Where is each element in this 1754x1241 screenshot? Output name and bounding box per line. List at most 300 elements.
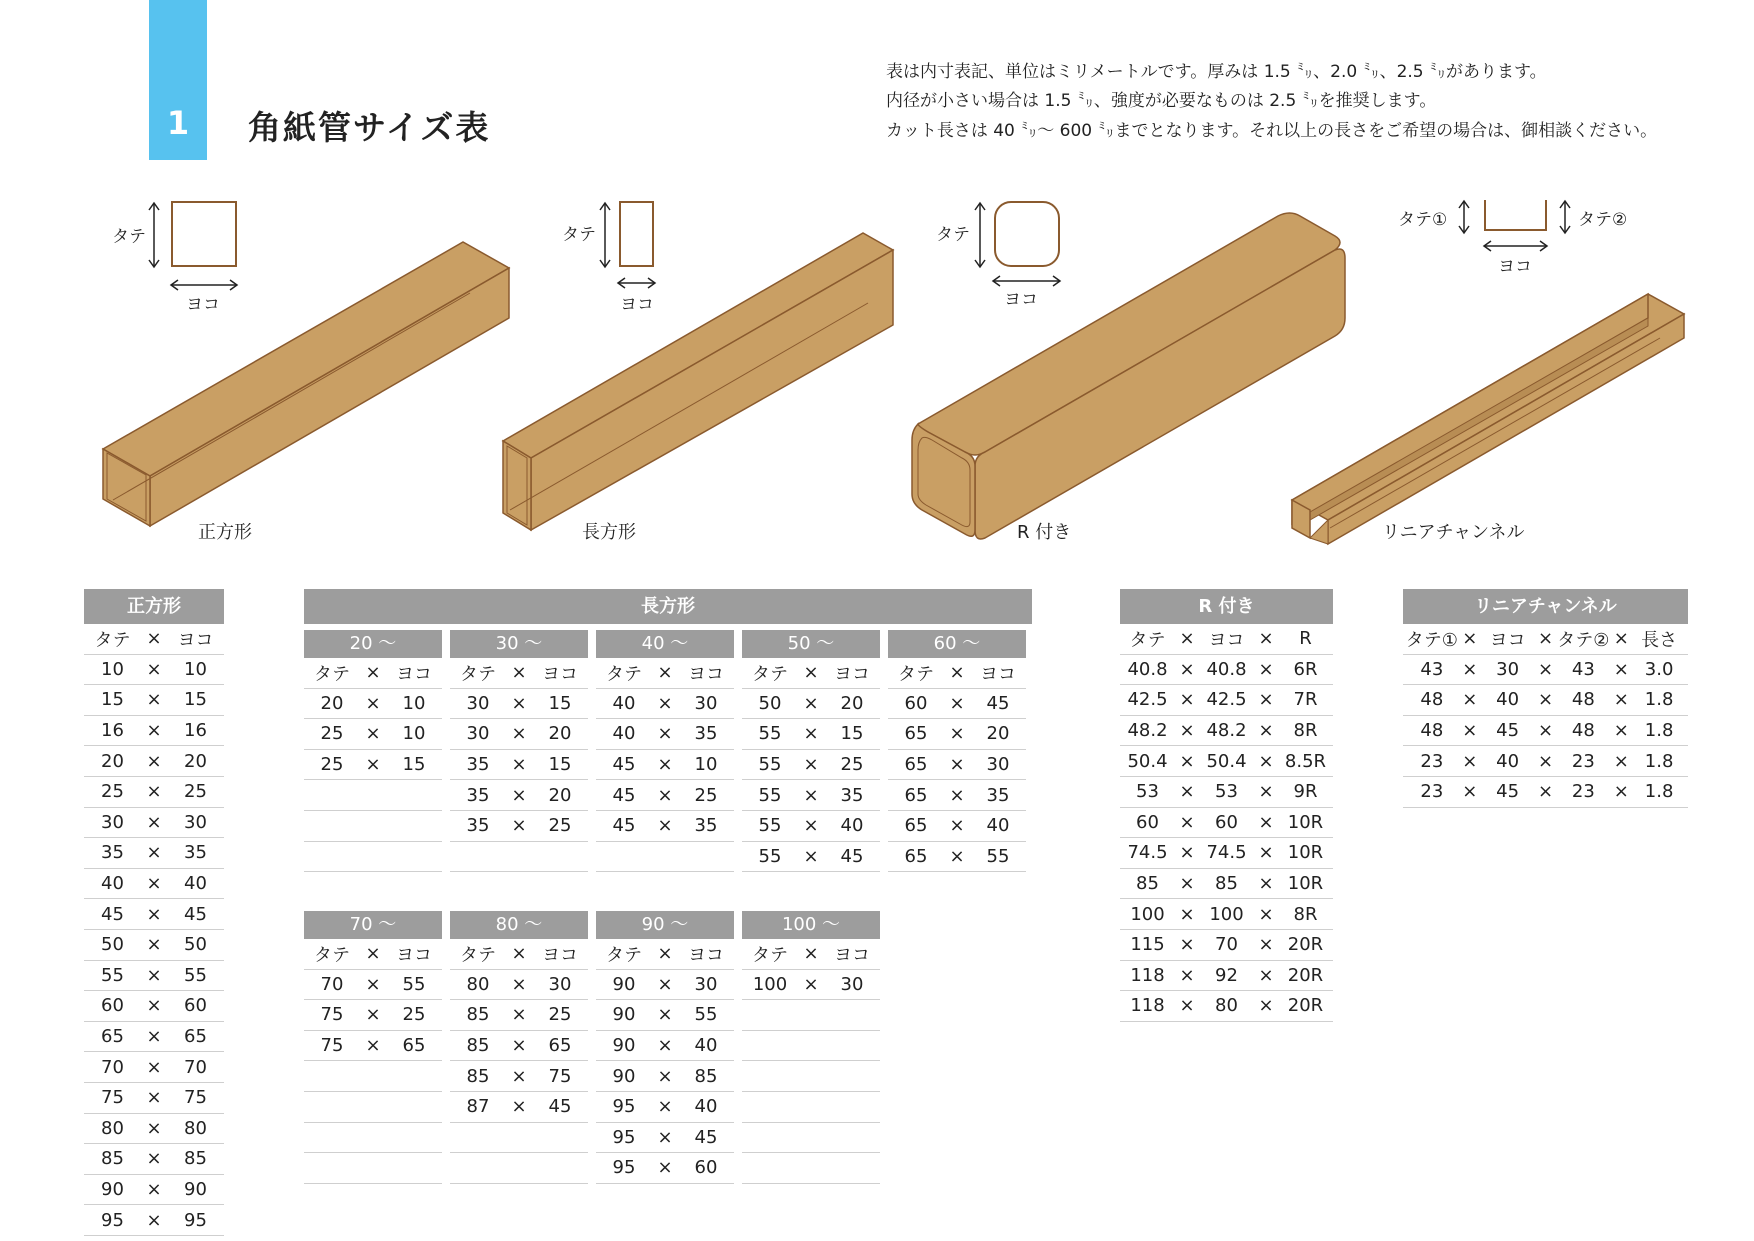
cell: × [1258,628,1274,650]
rect-table-title: 長方形 [304,589,1032,624]
cell: 35 [184,842,207,864]
cell: 15 [402,754,426,776]
cell: 40 [840,815,864,837]
cell: 10 [184,658,207,680]
cell: × [146,903,162,925]
cell: × [1179,903,1195,925]
table-row [742,1153,880,1184]
column-header-row [304,658,442,689]
cell: × [803,662,819,684]
cell: × [1179,658,1195,680]
cell: 20 [548,723,572,745]
cell: ヨコ [1489,629,1526,651]
cell: × [1258,689,1274,711]
cell: × [146,1148,162,1170]
cell: 10R [1287,811,1324,833]
cell: 85 [466,1065,490,1087]
cell: 10R [1287,873,1324,895]
table-row [450,689,588,720]
table-row [304,1031,442,1062]
cell: 30 [466,692,490,714]
cell: × [657,973,673,995]
square-tate-label: タテ [112,227,146,247]
rect-group-title: 30 〜 [450,630,588,658]
cell: 53 [1136,781,1159,803]
cell: 15 [101,689,124,711]
cell: タテ [898,663,934,685]
table-row [1120,808,1333,839]
cell: 90 [612,1035,636,1057]
table-row [84,961,224,992]
cell: 35 [101,842,124,864]
cell: × [1179,689,1195,711]
square-size-table [84,589,224,1236]
table-row [450,1092,588,1123]
cell: タテ② [1557,629,1610,651]
cell: 20 [548,784,572,806]
cell: 80 [1215,995,1238,1017]
cell: × [1537,658,1554,680]
cell: 40 [612,692,636,714]
table-row [596,689,734,720]
cell: 1.8 [1644,750,1674,772]
square-table-title: 正方形 [84,589,224,624]
cell: × [511,1035,527,1057]
cell: × [657,662,673,684]
cell: × [146,1209,162,1231]
cell: 20 [840,692,864,714]
cell: 85 [466,1035,490,1057]
table-row [84,838,224,869]
cell: 23 [1571,781,1595,803]
table-row [304,719,442,750]
cell: × [511,723,527,745]
cell: 30 [466,723,490,745]
table-row [304,1061,442,1092]
cell: × [511,784,527,806]
cell: 35 [694,815,718,837]
cell: × [949,723,965,745]
table-row [742,842,880,873]
table-row [742,811,880,842]
cell: × [365,973,381,995]
column-header-row [450,658,588,689]
cell: 43 [1571,658,1595,680]
cell: × [1537,628,1554,650]
cell: × [146,689,162,711]
cell: 3.0 [1644,658,1674,680]
cell: 85 [694,1065,718,1087]
cell: 25 [101,781,124,803]
cell: 25 [840,754,864,776]
cell: 10 [101,658,124,680]
rect-group [742,911,880,1184]
cell: 10 [402,723,426,745]
cell: × [511,943,527,965]
cell: × [511,662,527,684]
table-row [1120,991,1333,1022]
cell: 40 [101,873,124,895]
table-row [1120,961,1333,992]
rounded-shape-label: R 付き [1017,522,1072,543]
table-row [84,1114,224,1145]
cell: 75 [320,1035,344,1057]
rect-group-title: 60 〜 [888,630,1026,658]
column-header-row [888,658,1026,689]
rect-group-title: 80 〜 [450,911,588,939]
cell: 20R [1287,964,1324,986]
page-title: 角紙管サイズ表 [248,108,491,147]
table-row [1120,716,1333,747]
table-row [742,1123,880,1154]
rect-yoko-label: ヨコ [620,295,654,315]
cell: 90 [612,1065,636,1087]
table-row [84,869,224,900]
cell: 15 [184,689,207,711]
cell: × [657,692,673,714]
rect-group [304,911,442,1184]
cell: 25 [694,784,718,806]
cell: × [146,720,162,742]
table-row [450,811,588,842]
cell: 8R [1293,903,1318,925]
table-row [304,780,442,811]
rounded-yoko-label: ヨコ [1004,290,1038,310]
cell: × [1537,689,1554,711]
square-yoko-label: ヨコ [186,295,220,315]
cell: 9R [1293,781,1318,803]
table-row [1120,869,1333,900]
cell: 85 [466,1004,490,1026]
cell: 35 [986,784,1010,806]
cell: 100 [752,973,788,995]
cell: × [1258,903,1274,925]
cell: 1.8 [1644,720,1674,742]
cell: 35 [466,815,490,837]
cell: 42.5 [1127,689,1168,711]
cell: × [1179,934,1195,956]
table-row [1120,746,1333,777]
rect-group [888,630,1026,872]
cell: 70 [1215,934,1238,956]
table-row [1403,746,1688,777]
table-row [304,842,442,873]
cell: 70 [184,1056,207,1078]
table-row [888,811,1026,842]
table-row [450,1061,588,1092]
cell: 55 [758,815,782,837]
rounded-table-title: R 付き [1120,589,1333,624]
square-tube-illustration [0,0,1754,560]
table-row [1120,777,1333,808]
table-row [596,842,734,873]
cell: × [657,1157,673,1179]
cell: × [146,873,162,895]
cell: 48 [1571,689,1595,711]
cell: × [803,723,819,745]
cell: × [657,1096,673,1118]
rect-group [596,911,734,1184]
cell: ヨコ [542,944,578,966]
rect-group-title: 50 〜 [742,630,880,658]
section-number: 1 [166,104,190,142]
cell: 65 [101,1026,124,1048]
cell: × [1613,628,1629,650]
rounded-tate-label: タテ [936,225,970,245]
cell: × [803,973,819,995]
table-row [596,750,734,781]
cell: 43 [1420,658,1444,680]
channel-tate1-label: タテ① [1398,210,1448,230]
cell: 20 [986,723,1010,745]
cell: 118 [1130,995,1165,1017]
cell: 55 [694,1004,718,1026]
rect-group-title: 20 〜 [304,630,442,658]
channel-size-table [1403,589,1688,808]
cell: 35 [466,784,490,806]
rect-shape-label: 長方形 [582,522,636,543]
rect-group [450,630,588,872]
cell: × [146,934,162,956]
channel-shape-label: リニアチャンネル [1382,522,1525,543]
rect-size-table [304,589,1032,624]
cell: 65 [904,845,928,867]
cell: × [511,815,527,837]
cell: × [949,662,965,684]
cell: 45 [1496,781,1520,803]
cell: × [949,845,965,867]
cell: 90 [612,1004,636,1026]
cell: 75 [184,1087,207,1109]
rect-group-title: 40 〜 [596,630,734,658]
cell: 10 [402,692,426,714]
cell: タテ① [1405,629,1458,651]
square-section-diagram [149,202,237,290]
cell: 30 [840,973,864,995]
channel-yoko-label: ヨコ [1498,257,1532,277]
cell: 45 [612,754,636,776]
table-row [450,750,588,781]
cell: × [1537,720,1554,742]
table-row [84,899,224,930]
cell: × [1258,934,1274,956]
cell: ヨコ [980,663,1016,685]
cell: × [1462,781,1478,803]
cell: × [1613,658,1629,680]
cell: ヨコ [177,629,214,651]
cell: 20R [1287,995,1324,1017]
rect-group [450,911,588,1184]
cell: × [511,1096,527,1118]
cell: 55 [101,964,124,986]
cell: 45 [184,903,207,925]
table-row [450,1000,588,1031]
rect-group-title: 90 〜 [596,911,734,939]
cell: × [1179,873,1195,895]
channel-tate2-label: タテ② [1578,210,1628,230]
cell: × [146,1087,162,1109]
table-row [596,970,734,1001]
cell: × [657,815,673,837]
cell: 40 [184,873,207,895]
cell: 74.5 [1206,842,1247,864]
cell: 40 [694,1035,718,1057]
table-row [304,1092,442,1123]
cell: 20R [1287,934,1324,956]
square-tube-body [103,242,509,526]
cell: 20 [101,750,124,772]
table-row [596,1153,734,1184]
table-row [84,991,224,1022]
cell: × [365,943,381,965]
cell: 15 [840,723,864,745]
cell: × [146,811,162,833]
cell: × [146,781,162,803]
column-header-row [304,939,442,970]
cell: 65 [184,1026,207,1048]
cell: 40 [1496,689,1520,711]
cell: 35 [840,784,864,806]
cell: 53 [1215,781,1238,803]
cell: ヨコ [1208,629,1245,651]
cell: 35 [694,723,718,745]
cell: 92 [1215,964,1238,986]
cell: 30 [184,811,207,833]
cell: 55 [758,845,782,867]
cell: 45 [840,845,864,867]
table-row [888,842,1026,873]
cell: × [365,1035,381,1057]
rect-group-title: 100 〜 [742,911,880,939]
cell: 15 [548,692,572,714]
table-row [888,780,1026,811]
cell: 25 [548,1004,572,1026]
table-row [1120,930,1333,961]
cell: 40.8 [1127,658,1168,680]
cell: ヨコ [396,944,432,966]
table-row [450,1153,588,1184]
cell: 30 [548,973,572,995]
cell: 65 [548,1035,572,1057]
table-row [450,842,588,873]
rect-group-title: 70 〜 [304,911,442,939]
cell: 45 [1496,720,1520,742]
column-header-row [596,939,734,970]
table-row [1403,685,1688,716]
cell: 23 [1420,781,1444,803]
cell: × [803,754,819,776]
cell: ヨコ [396,663,432,685]
table-row [742,719,880,750]
cell: 50 [184,934,207,956]
cell: 90 [612,973,636,995]
table-row [742,970,880,1001]
cell: × [511,1004,527,1026]
cell: 70 [320,973,344,995]
cell: 60 [1136,811,1159,833]
table-row [742,750,880,781]
cell: 115 [1130,934,1165,956]
cell: 40 [1496,750,1520,772]
cell: 15 [548,754,572,776]
cell: タテ [752,944,788,966]
cell: × [1258,995,1274,1017]
cell: × [949,784,965,806]
cell: 25 [320,723,344,745]
table-row [84,777,224,808]
cell: × [365,723,381,745]
cell: × [511,1065,527,1087]
cell: ヨコ [834,663,870,685]
cell: タテ [460,663,496,685]
table-row [1403,716,1688,747]
cell: 6R [1293,658,1318,680]
cell: × [146,1026,162,1048]
cell: × [657,1126,673,1148]
table-row [596,1092,734,1123]
cell: × [1613,750,1629,772]
note-line-1: 表は内寸表記、単位はミリメートルです。厚みは 1.5 ㍉、2.0 ㍉、2.5 ㍉があります。 [886,62,1547,82]
cell: × [146,842,162,864]
cell: × [1258,873,1274,895]
cell: × [1179,628,1195,650]
cell: タテ [606,663,642,685]
cell: 16 [101,720,124,742]
cell: 70 [101,1056,124,1078]
rect-section-diagram [600,202,655,288]
cell: 65 [904,815,928,837]
cell: ヨコ [688,944,724,966]
table-row [304,1000,442,1031]
cell: 40.8 [1206,658,1247,680]
cell: 1.8 [1644,781,1674,803]
cell: × [657,1035,673,1057]
table-row [84,1205,224,1236]
cell: × [511,754,527,776]
cell: × [657,784,673,806]
cell: 85 [1136,873,1159,895]
note-line-3: カット長さは 40 ㍉〜 600 ㍉までとなります。それ以上の長さをご希望の場合は、御相談ください。 [886,121,1658,141]
cell: × [1537,750,1554,772]
cell: × [657,1065,673,1087]
table-row [84,1083,224,1114]
rect-group [596,630,734,872]
table-row [304,970,442,1001]
cell: × [949,815,965,837]
cell: タテ [314,663,350,685]
cell: 30 [694,973,718,995]
cell: 74.5 [1127,842,1168,864]
note-line-2: 内径が小さい場合は 1.5 ㍉、強度が必要なものは 2.5 ㍉を推奨します。 [886,91,1437,111]
table-row [596,719,734,750]
table-row [596,780,734,811]
cell: × [657,723,673,745]
table-row [84,930,224,961]
cell: 40 [694,1096,718,1118]
cell: × [146,628,162,650]
cell: 20 [320,692,344,714]
cell: 60 [904,692,928,714]
cell: 55 [758,754,782,776]
cell: × [365,1004,381,1026]
table-row [742,1031,880,1062]
table-row [450,719,588,750]
cell: 25 [320,754,344,776]
cell: 45 [612,815,636,837]
cell: × [1179,781,1195,803]
cell: × [365,662,381,684]
cell: × [1537,781,1554,803]
